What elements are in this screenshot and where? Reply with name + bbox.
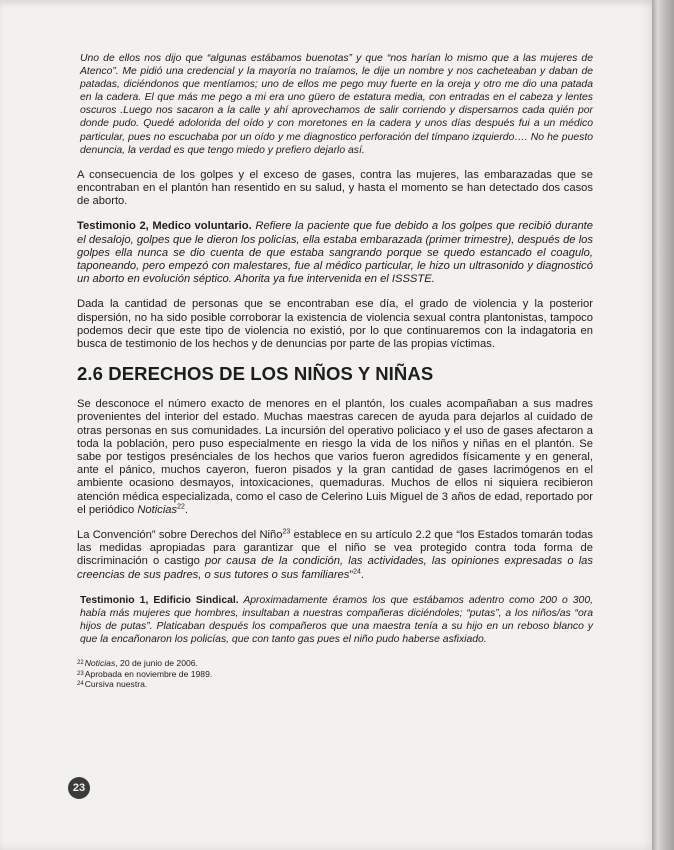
footnote: 23 Aprobada en noviembre de 1989. [77, 668, 213, 679]
footnote-ref-23: 23 [282, 528, 291, 536]
footnote-ref-22: 22 [177, 503, 185, 511]
convention-part1: La Convención” sobre Derechos del Niño [77, 529, 283, 542]
footnote-ref-24: 24 [353, 567, 361, 575]
children-end: . [184, 503, 189, 516]
footnote: 24 Cursiva nuestra. [77, 679, 148, 690]
paragraph-dispersion: Dada la cantidad de personas que se encontraban ese día, el grado de violencia y la posterior dispersión, no ha sido posible corroborar la existencia de violencia sexual contra plantonistas, tampoco podemos decir que este tipo de violencia no existió, por lo que continuaremos con la indagatoria en busca de testimonio de los hechos y de denuncias por parte de las propias víctimas. [77, 298, 593, 350]
testimony-sindical-lead: Testimonio 1, Edificio Sindical. [80, 594, 239, 606]
testimony-quote: Uno de ellos nos dijo que “algunas estábamos buenotas” y que “nos harían lo mismo que a las mujeres de Atenco”. Me pidió una credencial y la mayoría no traíamos, le dije un nombre y nos cacheteaban y daban de patadas, diciéndonos que mentíamos; uno de ellos me pego muy fuerte en la oreja y otro me dio una patada en la cadera. El que más me pego a mi era uno güero de estatura media, con entradas en el cabeza y lentes oscuros .Luego nos sacaron a la calle y ahí aprovechamos de salir corriendo y dispersarnos cada quién por donde pudo. Quedé adolorida del oído y con moretones en la cadera y unos días después fui a un médico particular, pues no escuchaba por un oído y me diagnostico perforación del tímpano izquierdo…. No he puesto denuncia, la verdad es que tengo miedo y prefiero dejarlo así. [80, 53, 593, 156]
testimony-sindical-text: Aproximadamente éramos los que estábamos adentro como 200 o 300, había más mujeres que hombres, insultaban a nuestras compañeras diciéndoles; “putas”, a los niños/as “ora hijos de putas”. Platicaban después los compañeros que una maestra tenía a su hijo en un reboso blanco y que la encañonaron los policías, que con tanto gas pues el niño pudo haberse asfixiado. [80, 594, 593, 646]
section-heading: 2.6 DERECHOS DE LOS NIÑOS Y NIÑAS [77, 363, 434, 385]
footnotes [77, 658, 593, 690]
convention-part2: establece en su artículo 2.2 que “los Estados tomarán todas las medidas apropiadas para garantizar que el niño se vea protegido contra toda forma de discriminación o castigo [77, 529, 593, 568]
convention-italic: por causa de la condición, las actividades, las opiniones expresadas o las creencias de sus padres, o sus tutores o sus familiares [77, 555, 593, 581]
page-edge-shadow [652, 0, 674, 850]
footnote: 22 Noticias , 20 de junio de 2006. [77, 658, 198, 669]
children-text: Se desconoce el número exacto de menores en el plantón, los cuales acompañaban a sus madres provenientes del interior del estado. Muchas maestras carecen de ayuda para dejarlos al cuidado de otras personas en sus comunidades. La incursión del operativo policiaco y el uso de gases afectaron a toda la población, pero puso especialmente en riesgo la vida de los niños y niñas en el plantón. Se sabe por testigos presénciales de los hechos que varios fueron agredidos físicamente y en general, ante el pánico, muchos cayeron, fueron pisados y la gran cantidad de gases lacrimógenos en el ambiente ocasiono desmayos, intoxicaciones, quemaduras. Muchos de ellos ni siquiera recibieron atención médica especializada, como el caso de Celerino Luis Miguel de 3 años de edad, reportado por el periódico [77, 398, 593, 516]
paragraph-convention [77, 529, 593, 582]
testimony-2 [77, 220, 593, 286]
testimony-sindical [77, 594, 593, 646]
children-source: Noticias [137, 503, 178, 516]
convention-end: . [360, 568, 364, 581]
page-number-badge: 23 [68, 777, 90, 799]
paragraph-children [77, 398, 593, 517]
convention-part3: ” [349, 568, 354, 581]
testimony-2-lead: Testimonio 2, Medico voluntario. [77, 220, 252, 233]
page-content [77, 52, 593, 690]
testimony-2-text: Refiere la paciente que fue debido a los golpes que recibió durante el desalojo, golpes que le dieron los policías, ella estaba embarazada (primer trimestre), después de los golpes ella nunca se dio cuenta de que estaba sangrando porque se quedo estancado el coagulo, taponeando, pero empezó con malestares, fue al médico particular, le hizo un ultrasonido y diagnosticó un aborto en evolución séptico. Ahorita ya fue intervenida en el ISSSTE. [77, 220, 594, 286]
paragraph-gases: A consecuencia de los golpes y el exceso de gases, contra las mujeres, las embarazadas que se encontraban en el plantón han resentido en su salud, y hasta el momento se han detectado dos casos de aborto. [77, 168, 593, 208]
